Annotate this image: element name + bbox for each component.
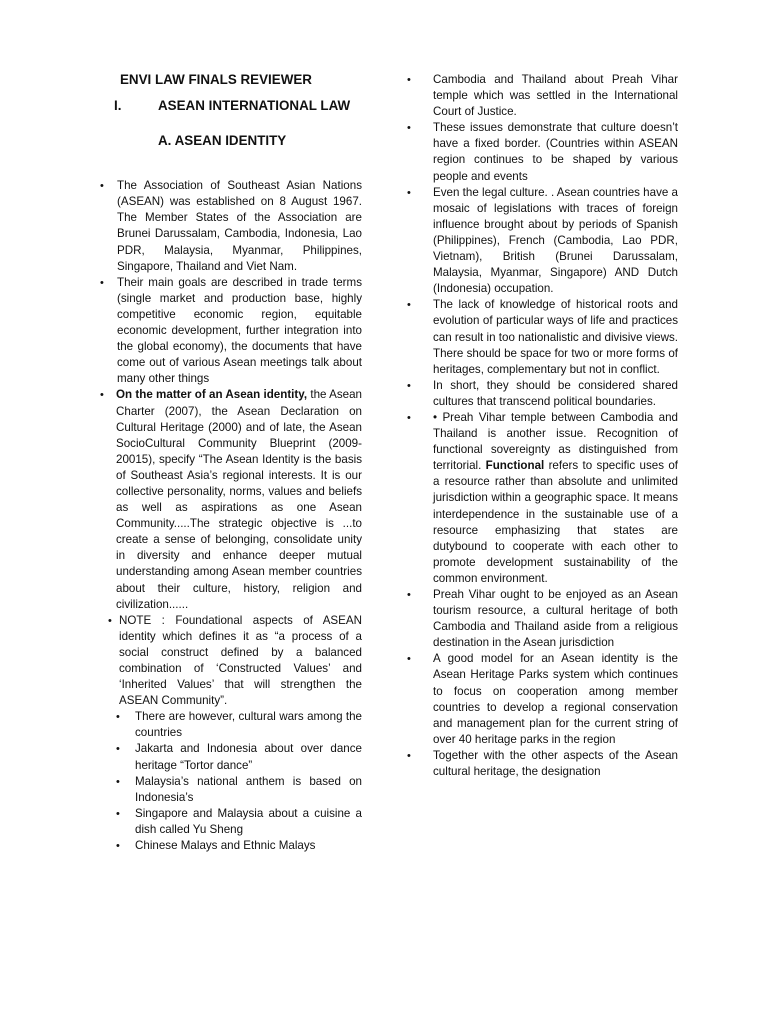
list-item: • In short, they should be considered shared cultures that transcend political boundaries. xyxy=(403,378,678,410)
list-item: • Even the legal culture. . Asean countries have a mosaic of legislations with traces of foreign influence brought about by periods of Spanish (Philippines), French (Cambodia, Lao PDR, Vietnam), British (Brunei Darussalam, Malaysia, Myanmar, Singapore) AND Dutch (Indonesia) occupation. xyxy=(403,185,678,298)
section-title: ASEAN INTERNATIONAL LAW xyxy=(158,98,351,114)
list-item: • On the matter of an Asean identity, the Asean Charter (2007), the Asean Declaration on Cultural Heritage (2000) and of late, the Asean SocioCultural Community Blueprint (2009-20015), specify “The Asean Identity is the basis of Southeast Asia’s regional interests. It is our collective personality, norms, values and beliefs as well as aspirations as one Asean Community.....The strategic objective is ...to create a sense of belonging, consolidate unity in diversity and enhance deeper mutual understanding among Asean member countries about their culture, history, religion and civilization...... xyxy=(100,387,362,612)
left-bullet-list xyxy=(100,178,362,854)
left-column xyxy=(100,72,362,854)
list-item: • Jakarta and Indonesia about over dance heritage “Tortor dance” xyxy=(100,741,362,773)
right-column xyxy=(403,72,678,780)
list-item: • Preah Vihar ought to be enjoyed as an Asean tourism resource, a cultural heritage of both Cambodia and Thailand aside from a religious destination in the Asean jurisdiction xyxy=(403,587,678,651)
list-item: • Singapore and Malaysia about a cuisine a dish called Yu Sheng xyxy=(100,806,362,838)
list-item: • • Preah Vihar temple between Cambodia and Thailand is another issue. Recognition of functional sovereignty as distinguished from territorial. Functional refers to specific uses of a resource rather than absolute and unlimited jurisdiction within a geographic space. It means interdependence in the sustainable use of a resource emphasizing that states are dutybound to cooperate with each other to promote development sustainability of the common environment. xyxy=(403,410,678,587)
list-item: • Together with the other aspects of the Asean cultural heritage, the designation xyxy=(403,748,678,780)
list-item: • Their main goals are described in trade terms (single market and production base, highly competitive economic region, equitable economic development, further integration into the global economy), the documents that have come out of various Asean meetings talk about many other things xyxy=(100,275,362,388)
list-item: • There are however, cultural wars among the countries xyxy=(100,709,362,741)
section-number: I. xyxy=(114,98,122,114)
list-item: • A good model for an Asean identity is the Asean Heritage Parks system which continues to focus on cooperation among member countries to develop a regional conservation and management plan for the current string of over 40 heritage parks in the region xyxy=(403,651,678,748)
list-item: • Chinese Malays and Ethnic Malays xyxy=(100,838,362,854)
subsection-heading: A. ASEAN IDENTITY xyxy=(158,133,287,149)
list-item: • Cambodia and Thailand about Preah Vihar temple which was settled in the International Court of Justice. xyxy=(403,72,678,120)
section-heading xyxy=(114,96,362,115)
document-title: ENVI LAW FINALS REVIEWER xyxy=(120,72,312,87)
list-item: • NOTE : Foundational aspects of ASEAN identity which defines it as “a process of a social construct defined by a balanced combination of ‘Constructed Values’ and ‘Inherited Values’ that will strengthen the ASEAN Community”. xyxy=(100,613,362,710)
list-item: • The lack of knowledge of historical roots and evolution of particular ways of life and practices can result in too nationalistic and divisive views. There should be space for two or more forms of heritages, complementary but not in conflict. xyxy=(403,297,678,377)
list-item: • Malaysia’s national anthem is based on Indonesia’s xyxy=(100,774,362,806)
list-item: • The Association of Southeast Asian Nations (ASEAN) was established on 8 August 1967. The Member States of the Association are Brunei Darussalam, Cambodia, Indonesia, Lao PDR, Malaysia, Myanmar, Philippines, Singapore, Thailand and Viet Nam. xyxy=(100,178,362,275)
right-bullet-list xyxy=(403,72,678,780)
list-item: • These issues demonstrate that culture doesn’t have a fixed border. (Countries within ASEAN region continues to be shaped by various people and events xyxy=(403,120,678,184)
